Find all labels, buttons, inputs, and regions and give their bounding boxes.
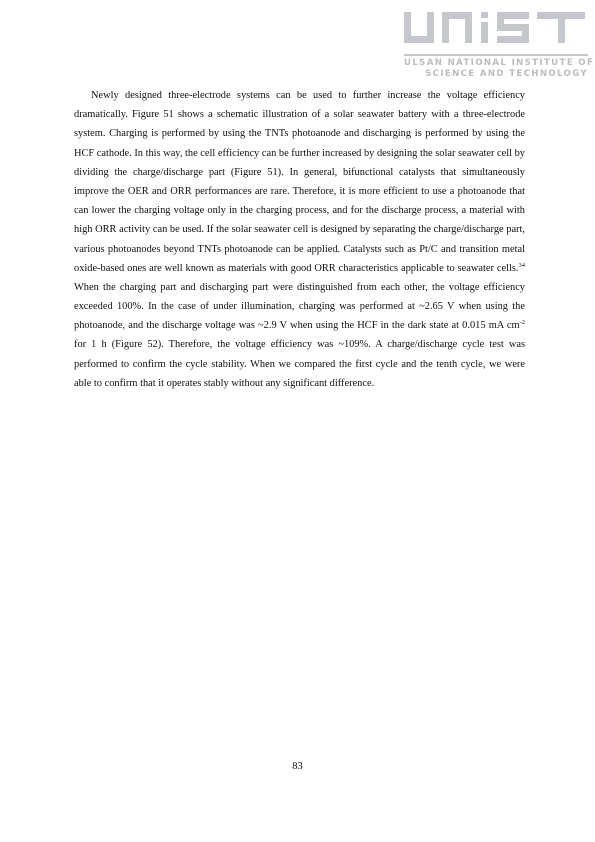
logo-divider: [404, 54, 588, 56]
paragraph-text-b: When the charging part and discharging part were distinguished from each other, the voltage efficiency exceeded 100%. In the case of under illumination, charging was performed at ~2.65 V when using the photoanode, and the discharge voltage was ~2.9 V when using the HCF in the dark state at 0.015 mA cm: [74, 281, 525, 332]
page-number: 83: [292, 761, 303, 772]
unit-exponent: -2: [519, 319, 525, 327]
paragraph-text-c: for 1 h (Figure 52). Therefore, the voltage efficiency was ~109%. A charge/discharge cycle test was performed to confirm the cycle stability. When we compared the first cycle and the tenth cycle, we were able to confirm that it operates stably without any significant difference.: [74, 339, 525, 389]
logo-subtitle-line1: ULSAN NATIONAL INSTITUTE OF: [404, 58, 595, 68]
reference-superscript: 34: [518, 261, 525, 269]
logo-subtitle-line2: SCIENCE AND TECHNOLOGY: [425, 69, 588, 79]
paragraph-text-a: Newly designed three-electrode systems can be used to further increase the voltage efficiency dramatically. Figure 51 shows a schematic illustration of a solar seawater battery with a three-electrode system. Charging is performed by using the TNTs photoanode and discharging is performed by using the HCF cathode. In this way, the cell efficiency can be further increased by designing the solar seawater cell by dividing the charge/discharge part (Figure 51). In general, bifunctional catalysts that simultaneously improve the OER and ORR performances are rare. Therefore, it is more efficient to use a photoanode that can lower the charging voltage only in the charging process, and for the discharge process, a material with high ORR activity can be used. If the solar seawater cell is designed by separating the charge/discharge part, various photoanodes beyond TNTs photoanode can be applied. Catalysts such as Pt/C and transition metal oxide-based ones are well known as materials with good ORR characteristics applicable to seawater cells.: [74, 90, 525, 274]
unist-logo: [404, 12, 595, 82]
body-paragraph: [74, 86, 525, 393]
unist-logo-mark: [404, 12, 588, 50]
